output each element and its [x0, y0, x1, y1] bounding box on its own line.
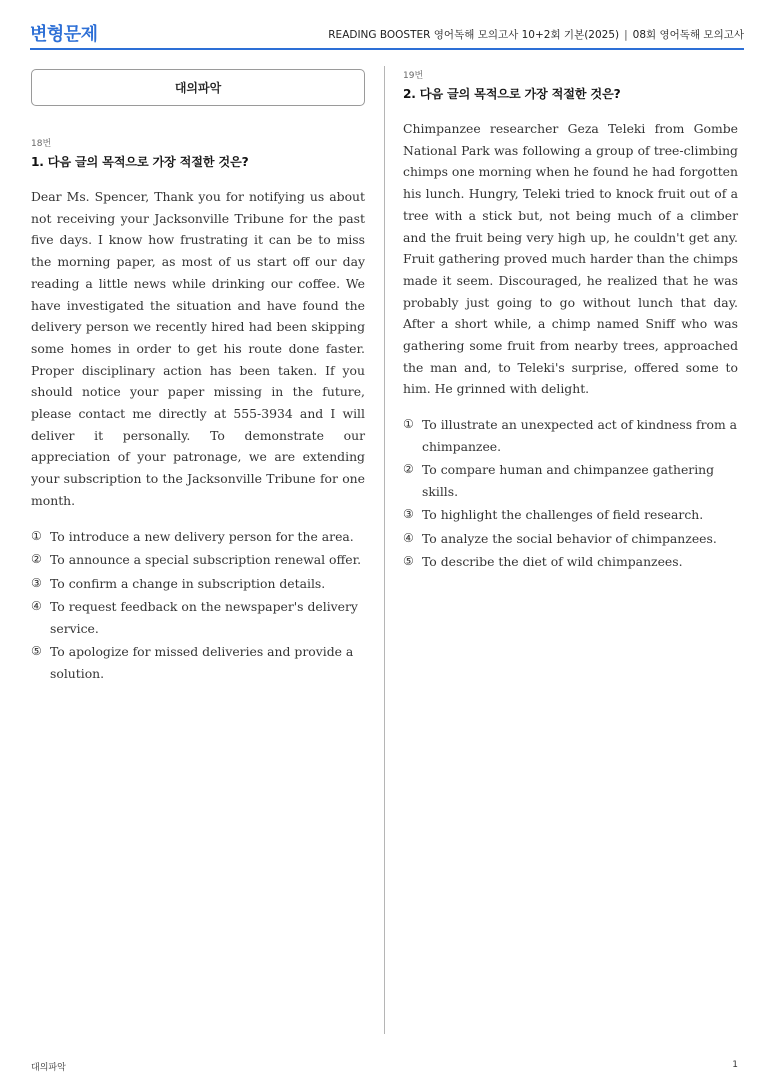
choice-text: To introduce a new delivery person for the area. [50, 528, 354, 544]
choice-text: To confirm a change in subscription details. [50, 575, 326, 591]
answer-choice-3[interactable] [403, 504, 738, 526]
choice-marker: ① [31, 528, 42, 543]
question-number: 19번 [403, 71, 424, 81]
question-passage: Dear Ms. Spencer, Thank you for notifying us about not receiving your Jacksonville Tribune for the past five days. I know how frustrating it can be to miss the morning paper, as most of us start off our day reading a little news while drinking our coffee. We have investigated the situation and have found the delivery person we recently hired had been skipping some homes in order to get his route done faster. Proper disciplinary action has been taken. If you should notice your paper missing in the future, please contact me directly at 555-3934 and I will deliver it personally. To demonstrate our appreciation of your patronage, we are extending your subscription to the Jacksonville Tribune for one month. [31, 189, 365, 508]
page-number: 1 [732, 1060, 738, 1070]
answer-choice-4[interactable] [31, 596, 365, 639]
answer-choice-2[interactable] [31, 549, 365, 571]
answer-choice-4[interactable] [403, 528, 738, 550]
choice-marker: ③ [31, 575, 42, 590]
answer-choice-5[interactable] [403, 551, 738, 573]
answer-choice-5[interactable] [31, 641, 365, 684]
choice-marker: ④ [31, 599, 42, 614]
answer-choices [403, 414, 738, 573]
answer-choice-1[interactable] [31, 526, 365, 548]
book-title: READING BOOSTER 영어독해 모의고사 10+2회 기본(2025) [328, 29, 620, 41]
header-info [328, 27, 744, 42]
question-passage: Chimpanzee researcher Geza Teleki from Gombe National Park was following a group of tree-climbing chimps one morning when he found he had forgotten his lunch. Hungry, Teleki tried to knock fruit out of a tree with a stick but, not being much of a climber and the fruit being very high up, he couldn't get any. Fruit gathering proved much harder than the chimps made it seem. Discouraged, he realized that he was probably just going to go without lunch that day. After a short while, a chimp named Sniff who was gathering some fruit from nearby trees, approached the man and, to Teleki's surprise, offered some to him. He grinned with delight. [403, 121, 738, 397]
choice-text: To illustrate an unexpected act of kindness from a chimpanzee. [422, 417, 738, 454]
choice-marker: ⑤ [31, 644, 42, 659]
section-heading: 대의파악 [31, 69, 365, 106]
choice-text: To request feedback on the newspaper's delivery service. [50, 599, 358, 636]
header-separator: | [624, 29, 628, 41]
question-18 [31, 136, 365, 684]
choice-text: To describe the diet of wild chimpanzees. [422, 554, 683, 570]
choice-text: To apologize for missed deliveries and provide a solution. [50, 644, 354, 681]
footer-section-label: 대의파악 [31, 1063, 66, 1073]
question-19 [403, 68, 738, 573]
brand-title: 변형문제 [30, 24, 98, 45]
answer-choice-2[interactable] [403, 459, 738, 502]
page-header [30, 18, 744, 50]
choice-text: To highlight the challenges of field research. [422, 507, 704, 523]
answer-choice-1[interactable] [403, 414, 738, 457]
choice-marker: ① [403, 417, 414, 432]
choice-marker: ② [403, 462, 414, 477]
column-divider [384, 66, 385, 1034]
question-title: 1. 다음 글의 목적으로 가장 적절한 것은? [31, 155, 249, 169]
test-title: 08회 영어독해 모의고사 [632, 29, 744, 41]
choice-marker: ③ [403, 507, 414, 522]
right-column [403, 68, 738, 575]
choice-text: To announce a special subscription renewal offer. [50, 552, 362, 568]
answer-choices [31, 526, 365, 685]
choice-marker: ② [31, 552, 42, 567]
answer-choice-3[interactable] [31, 573, 365, 595]
left-column [31, 68, 365, 686]
question-number: 18번 [31, 139, 52, 149]
question-title: 2. 다음 글의 목적으로 가장 적절한 것은? [403, 87, 621, 101]
choice-marker: ④ [403, 530, 414, 545]
choice-text: To compare human and chimpanzee gathering skills. [422, 462, 715, 499]
choice-text: To analyze the social behavior of chimpanzees. [422, 530, 717, 546]
choice-marker: ⑤ [403, 554, 414, 569]
